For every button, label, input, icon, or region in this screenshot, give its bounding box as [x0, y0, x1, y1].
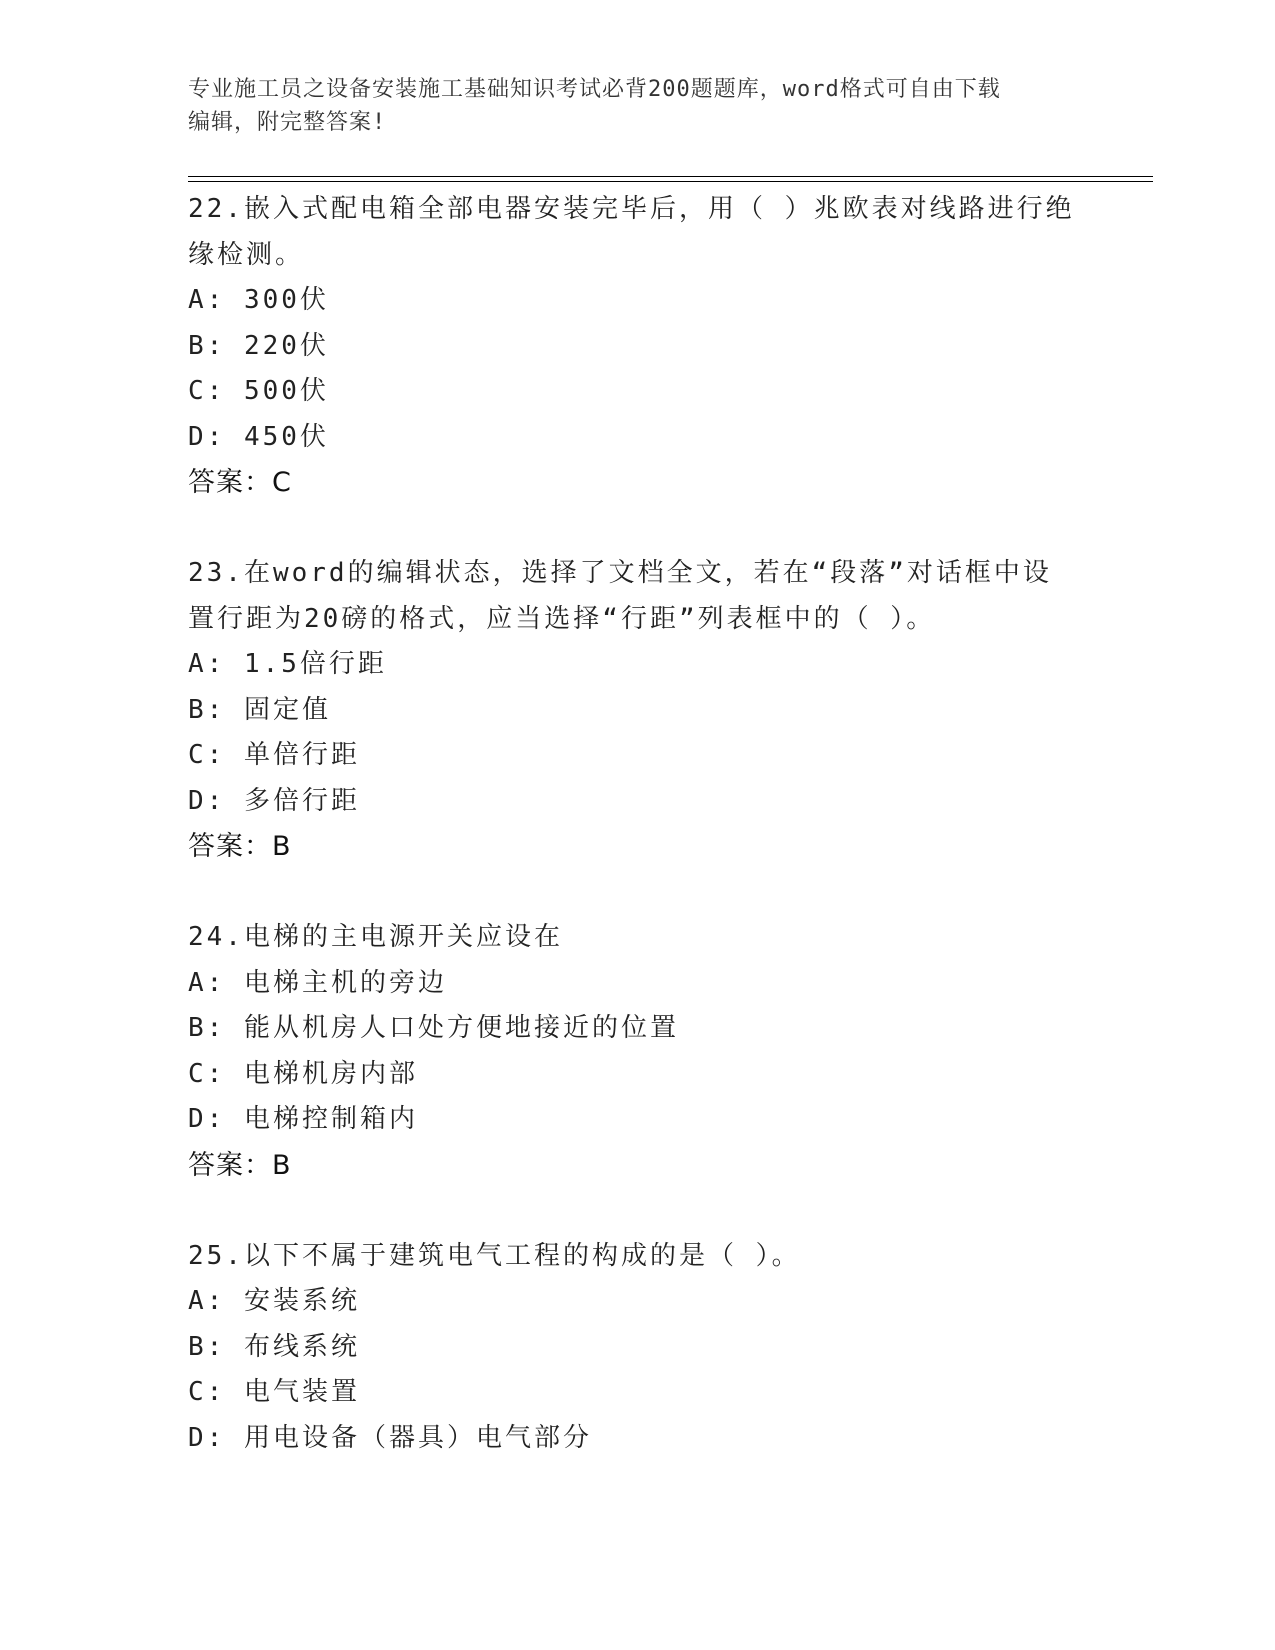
document-header: [188, 73, 1088, 139]
answer: 答案：B: [188, 831, 292, 862]
option-c: C: 电气装置: [188, 1377, 360, 1407]
option-d: D: 450伏: [188, 421, 329, 452]
question-stem: 25.以下不属于建筑电气工程的构成的是（ ）。: [188, 1240, 801, 1271]
question-stem-continued: 置行距为20磅的格式，应当选择“行距”列表框中的（ ）。: [188, 603, 936, 634]
option-c: C: 单倍行距: [188, 740, 360, 770]
question-stem: 22.嵌入式配电箱全部电器安装完毕后，用（ ）兆欧表对线路进行绝: [188, 194, 1075, 224]
question-list: [188, 187, 1088, 1461]
option-a: A: 电梯主机的旁边: [188, 967, 447, 998]
option-a: A: 1.5倍行距: [188, 649, 387, 679]
option-b: B: 固定值: [188, 694, 331, 725]
spacer: [188, 1188, 1088, 1234]
option-d: D: 多倍行距: [188, 785, 360, 816]
header-line-2: 编辑，附完整答案!: [188, 110, 387, 135]
question-24: [188, 915, 1088, 1188]
option-b: B: 布线系统: [188, 1331, 360, 1362]
option-c: C: 500伏: [188, 376, 329, 406]
question-25: [188, 1234, 1088, 1462]
option-c: C: 电梯机房内部: [188, 1058, 418, 1089]
header-rule-top: [188, 176, 1153, 177]
spacer: [188, 506, 1088, 552]
option-a: A: 安装系统: [188, 1286, 360, 1316]
question-stem-continued: 缘检测。: [188, 239, 305, 270]
header-rule-bottom: [188, 181, 1153, 182]
answer: 答案：C: [188, 467, 292, 498]
spacer: [188, 870, 1088, 916]
question-stem: 23.在word的编辑状态，选择了文档全文，若在“段落”对话框中设: [188, 558, 1052, 588]
answer: 答案：B: [188, 1149, 292, 1181]
question-23: [188, 551, 1088, 870]
question-22: [188, 187, 1088, 506]
option-d: D: 用电设备（器具）电气部分: [188, 1422, 592, 1453]
option-b: B: 能从机房人口处方便地接近的位置: [188, 1013, 679, 1043]
question-stem: 24.电梯的主电源开关应设在: [188, 922, 563, 952]
header-line-1: 专业施工员之设备安装施工基础知识考试必背200题题库，word格式可自由下载: [188, 77, 1001, 102]
option-a: A: 300伏: [188, 285, 329, 315]
option-b: B: 220伏: [188, 330, 329, 361]
option-d: D: 电梯控制箱内: [188, 1104, 418, 1134]
